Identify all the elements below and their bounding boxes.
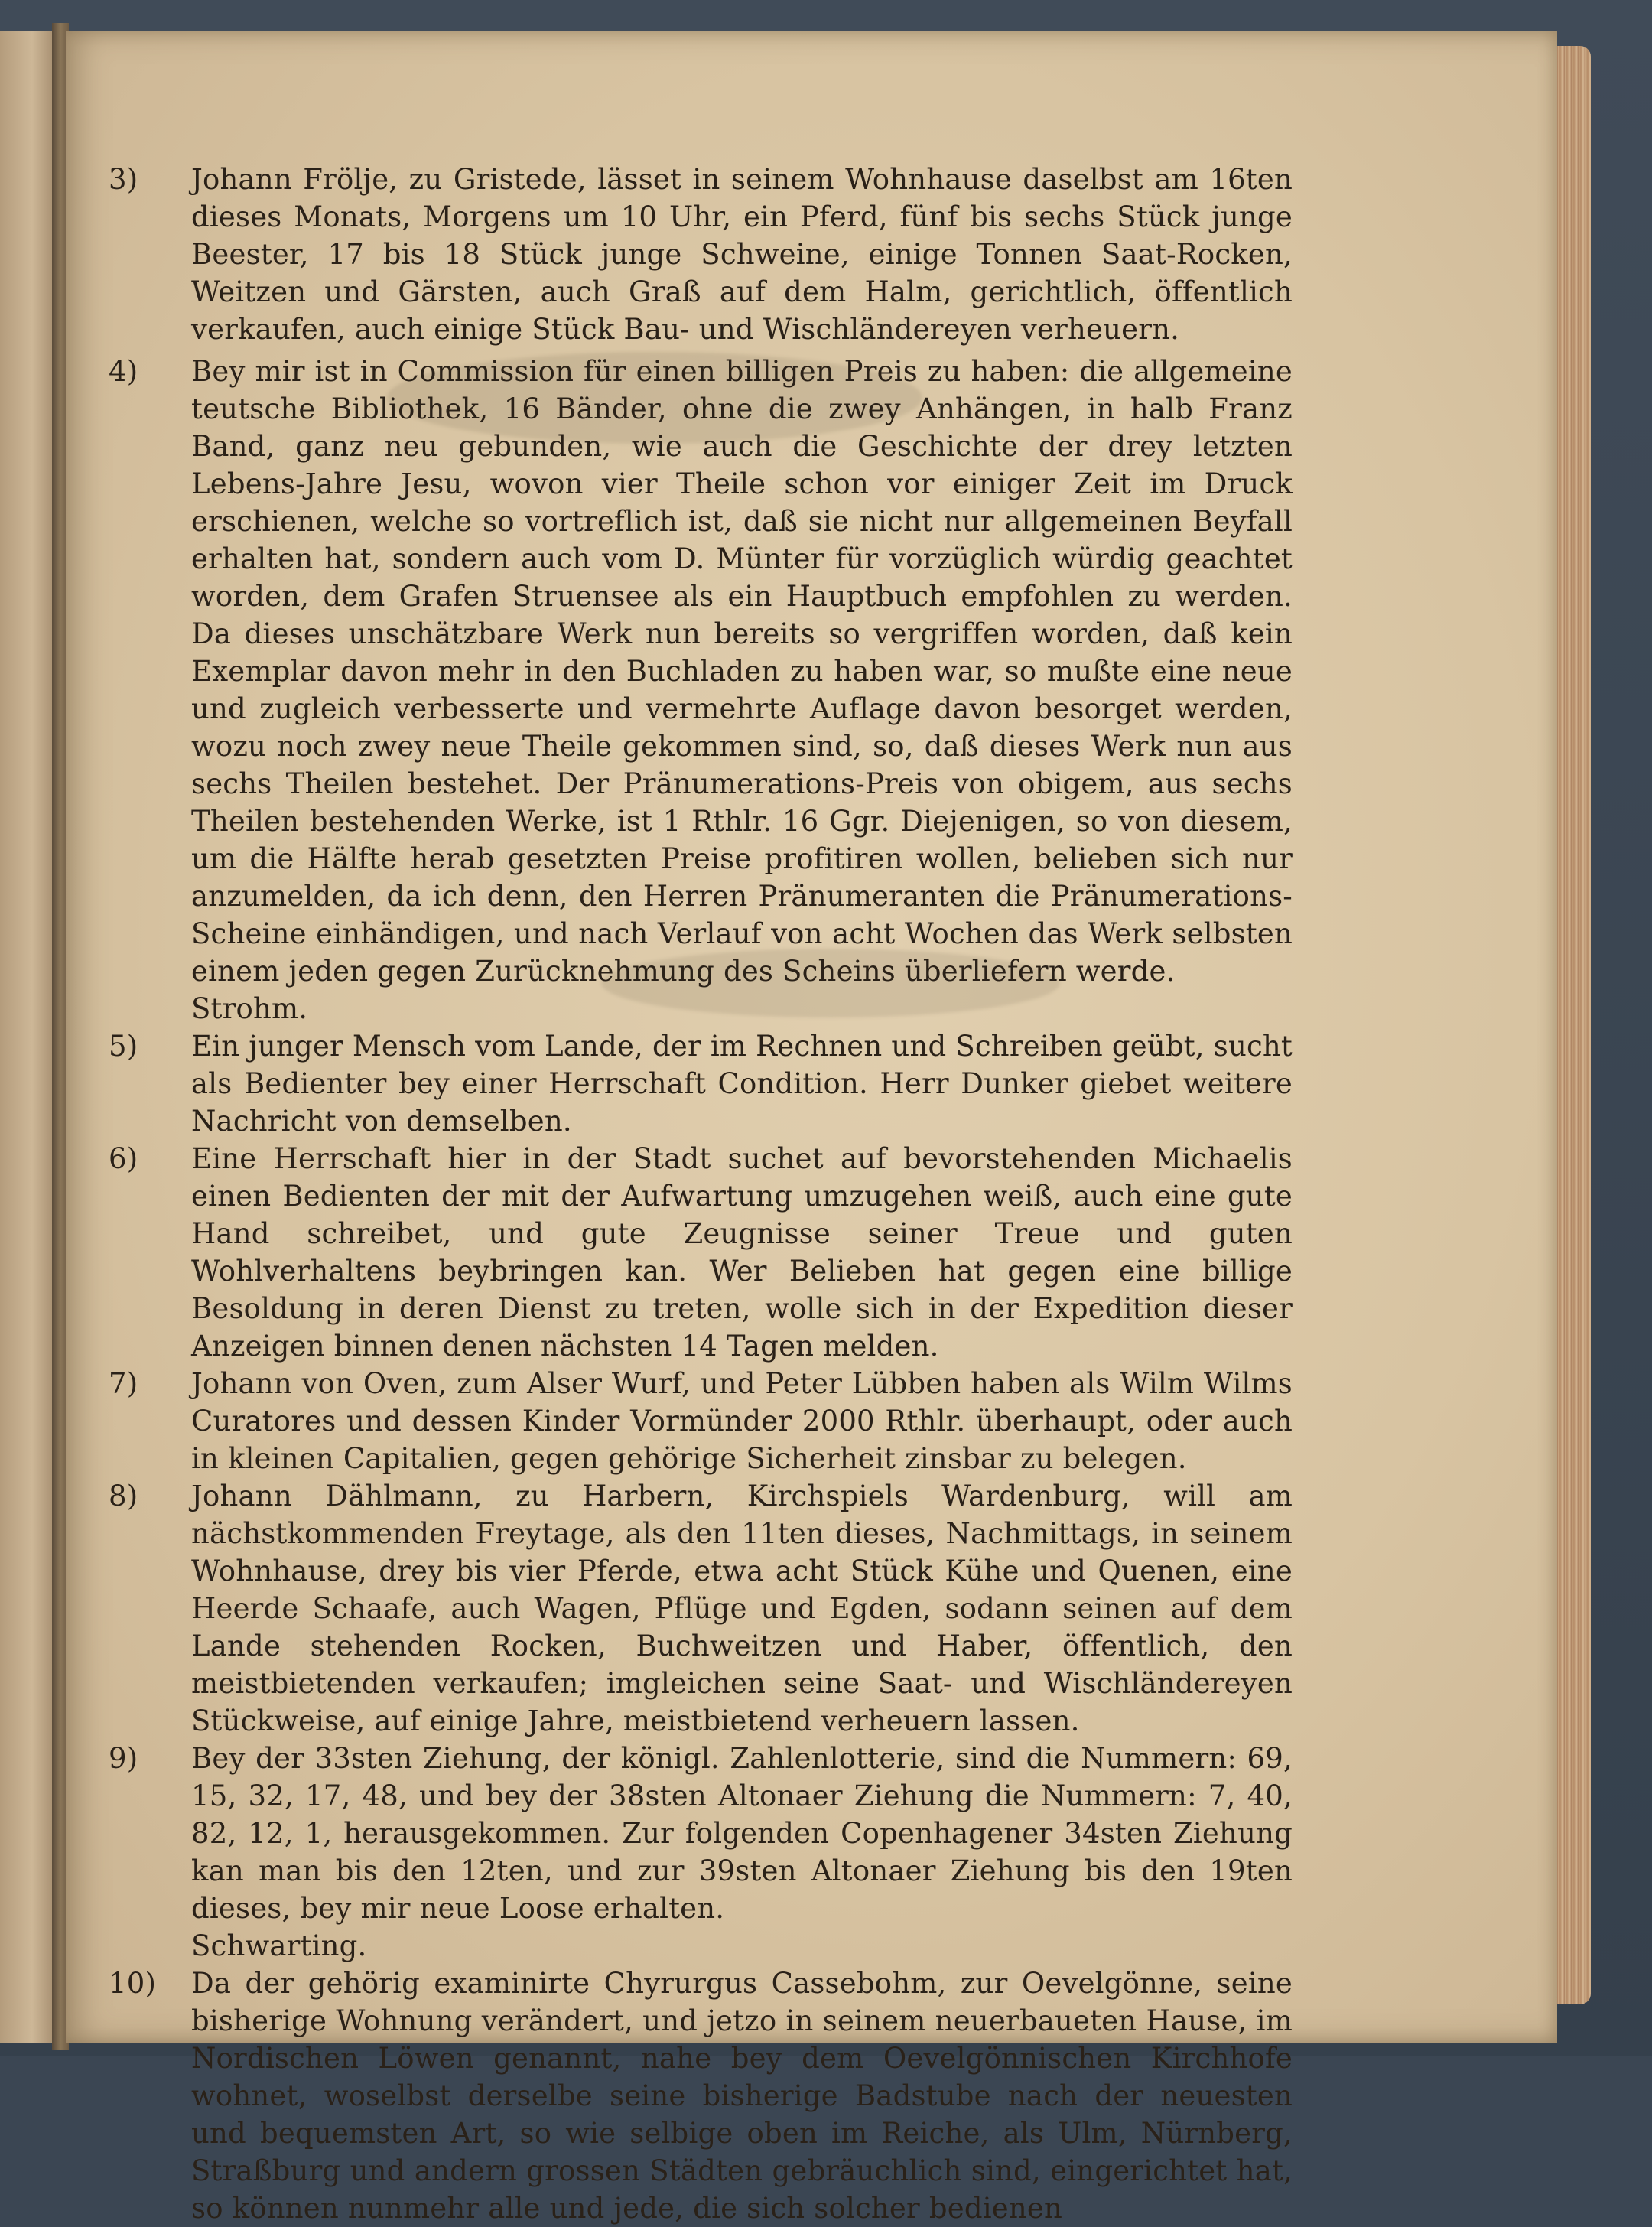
notice-number: 8): [109, 1480, 138, 1512]
notice-number: 10): [109, 1967, 157, 2000]
notice-number: 9): [109, 1742, 138, 1775]
notice-number: 3): [109, 163, 138, 196]
notice-6: [109, 1140, 1293, 1365]
notice-number: 7): [109, 1367, 138, 1400]
notice-9: [109, 1740, 1293, 1965]
notice-5: [109, 1027, 1293, 1140]
notice-text: Eine Herrschaft hier in der Stadt suchet auf bevorstehenden Michaelis einen Bedienten der mit der Aufwartung umzugehen weiß, auch eine gute Hand schreibet, und gute Zeugnisse seiner Treue und guten Wohlverhaltens beybringen kan. Wer Belieben hat gegen eine billige Besoldung in deren Dienst zu treten, wolle sich in der Expedition dieser Anzeigen binnen denen nächsten 14 Tagen melden.: [191, 1142, 1293, 1363]
notice-8: [109, 1477, 1293, 1740]
notice-7: [109, 1365, 1293, 1477]
notice-10: [109, 1965, 1293, 2227]
notice-4: [109, 353, 1293, 1027]
notice-text: Bey der 33sten Ziehung, der königl. Zahlenlotterie, sind die Nummern: 69, 15, 32, 17, 48, und bey der 38sten Altonaer Ziehung die Nummern: 7, 40, 82, 12, 1, herausgekommen. Zur folgenden Copenhagener 34sten Ziehung kan man bis den 12ten, und zur 39sten Altonaer Ziehung bis den 19ten dieses, bey mir neue Loose erhalten.: [191, 1742, 1293, 1925]
notice-text: Johann Frölje, zu Gristede, lässet in seinem Wohnhause daselbst am 16ten dieses Monats, Morgens um 10 Uhr, ein Pferd, fünf bis sechs Stück junge Beester, 17 bis 18 Stück junge Schweine, einige Tonnen Saat-Rocken, Weitzen und Gärsten, auch Graß auf dem Halm, gerichtlich, öffentlich verkaufen, auch einige Stück Bau- und Wischländereyen verheuern.: [191, 163, 1293, 346]
notice-number: 4): [109, 355, 138, 388]
notice-number: 5): [109, 1030, 138, 1063]
notice-text: Ein junger Mensch vom Lande, der im Rechnen und Schreiben geübt, sucht als Bedienter bey einer Herrschaft Condition. Herr Dunker giebet weitere Nachricht von demselben.: [191, 1030, 1293, 1138]
notice-text: Johann Dählmann, zu Harbern, Kirchspiels Wardenburg, will am nächstkommenden Freytage, als den 11ten dieses, Nachmittags, in seinem Wohnhause, drey bis vier Pferde, etwa acht Stück Kühe und Quenen, eine Heerde Schaafe, auch Wagen, Pflüge und Egden, sodann seinen auf dem Lande stehenden Rocken, Buchweitzen und Haber, öffentlich, den meistbietenden verkaufen; imgleichen seine Saat- und Wischländereyen Stückweise, auf einige Jahre, meistbietend verheuern lassen.: [191, 1480, 1293, 1737]
notice-number: 6): [109, 1142, 138, 1175]
notice-3: [109, 161, 1293, 348]
notice-text: Johann von Oven, zum Alser Wurf, und Peter Lübben haben als Wilm Wilms Curatores und dessen Kinder Vormünder 2000 Rthlr. überhaupt, oder auch in kleinen Capitalien, gegen gehörige Sicherheit zinsbar zu belegen.: [191, 1367, 1293, 1475]
notice-text: Bey mir ist in Commission für einen billigen Preis zu haben: die allgemeine teutsche Bibliothek, 16 Bänder, ohne die zwey Anhängen, in halb Franz Band, ganz neu gebunden, wie auch die Geschichte der drey letzten Lebens-Jahre Jesu, wovon vier Theile schon vor einiger Zeit im Druck erschienen, welche so vortreflich ist, daß sie nicht nur allgemeinen Beyfall erhalten hat, sondern auch vom D. Münter für vorzüglich würdig geachtet worden, dem Grafen Struensee als ein Hauptbuch empfohlen zu werden. Da dieses unschätzbare Werk nun bereits so vergriffen worden, daß kein Exemplar davon mehr in den Buchladen zu haben war, so mußte eine neue und zugleich verbesserte und vermehrte Auflage davon besorget werden, wozu noch zwey neue Theile gekommen sind, so, daß dieses Werk nun aus sechs Theilen bestehet. Der Pränumerations-Preis von obigem, aus sechs Theilen bestehenden Werke, ist 1 Rthlr. 16 Ggr. Diejenigen, so von diesem, um die Hälfte herab gesetzten Preise profitiren wollen, belieben sich nur anzumelden, da ich denn, den Herren Pränumeranten die Pränumerations-Scheine einhändigen, und nach Verlauf von acht Wochen das Werk selbsten einem jeden gegen Zurücknehmung des Scheins überliefern werde.: [191, 355, 1293, 988]
notice-signature: Schwarting.: [191, 1929, 367, 1962]
notice-signature: Strohm.: [191, 992, 308, 1025]
notice-text: Da der gehörig examinirte Chyrurgus Cassebohm, zur Oevelgönne, seine bisherige Wohnung verändert, und jetzo in seinem neuerbaueten Hause, im Nordischen Löwen genannt, nahe bey dem Oevelgönnischen Kirchhofe wohnet, woselbst derselbe seine bisherige Badstube nach der neuesten und bequemsten Art, so wie selbige oben im Reiche, als Ulm, Nürnberg, Straßburg und andern grossen Städten gebräuchlich sind, eingerichtet hat, so können nunmehr alle und jede, die sich solcher bedienen: [191, 1967, 1293, 2225]
page-text: [109, 161, 1293, 2227]
left-page-edge: [0, 31, 55, 2043]
